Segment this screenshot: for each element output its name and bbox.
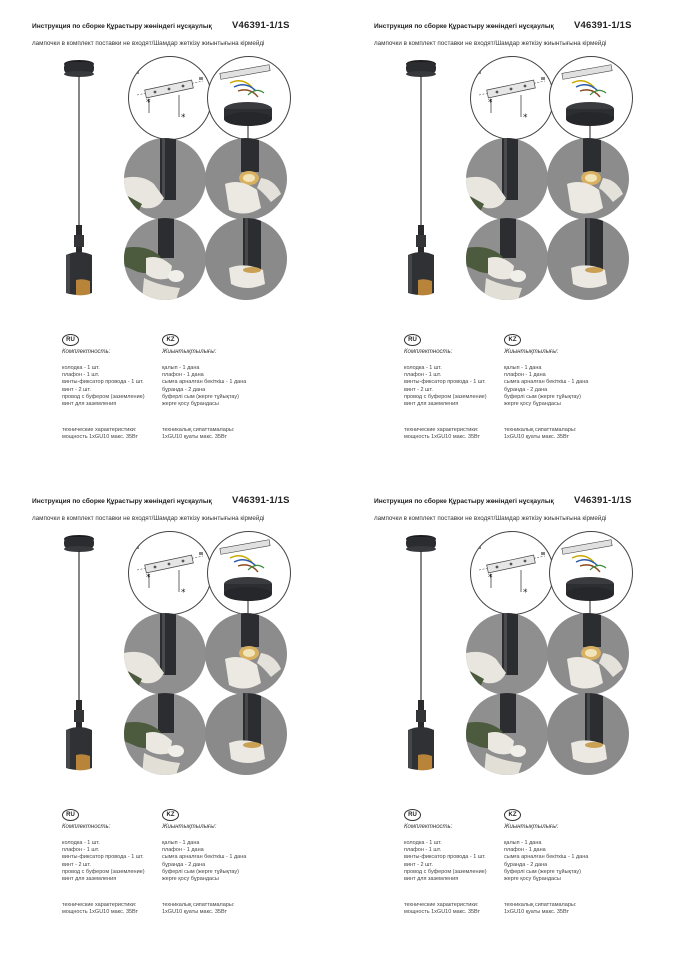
contents-item: плафон - 1 дана: [504, 372, 546, 379]
svg-text:*: *: [146, 98, 151, 108]
bulbs-not-included-note: лампочки в комплект поставки не входят/Шамдар жеткізу жиынтығына кірмейді: [32, 40, 265, 47]
ru-tech-value: мощность 1хGU10 макс. 35Вт: [404, 909, 481, 916]
contents-item: колодка - 1 шт.: [62, 840, 100, 846]
contents-item: плафон - 1 шт.: [404, 847, 442, 854]
ru-tech-specs: [62, 427, 138, 441]
model-code: V46391-1/1S: [574, 495, 632, 506]
kz-tech-heading: техникалық сипаттамалары:: [162, 427, 235, 433]
kz-tech-value: 1хGU10 қуаты макс. 35Вт: [504, 434, 569, 441]
ru-tech-value: мощность 1хGU10 макс. 35Вт: [62, 909, 139, 916]
contents-item: бұранда - 2 дана: [504, 861, 548, 868]
ru-contents-list: [62, 840, 145, 883]
contents-item: винты-фиксатор провода - 1 шт.: [404, 379, 486, 386]
contents-item: қалып - 1 дана: [504, 365, 542, 371]
sheet-title: Инструкция по сборке Құрастыру жөніндегі нұсқаулық: [32, 498, 212, 505]
ru-tech-value: мощность 1хGU10 макс. 35Вт: [404, 434, 481, 441]
contents-item: винт - 2 шт.: [404, 386, 433, 393]
ru-contents-heading: Комплектность:: [62, 349, 111, 355]
wiring-diagram: [549, 56, 633, 140]
model-code: V46391-1/1S: [232, 20, 290, 31]
kz-tech-specs: [162, 902, 234, 916]
contents-item: буферлі сым (жерге тұйықтау): [504, 393, 581, 400]
contents-item: винт - 2 шт.: [62, 386, 91, 393]
kz-tech-value: 1хGU10 қуаты макс. 35Вт: [504, 909, 569, 916]
pendant-lamp-image: [52, 525, 112, 785]
kz-tech-heading: техникалық сипаттамалары:: [504, 427, 577, 433]
kz-language-badge: KZ: [162, 334, 179, 346]
ru-contents-heading: Комплектность:: [62, 824, 111, 830]
ru-language-badge: RU: [404, 809, 421, 821]
mounting-bracket-diagram: [470, 56, 554, 140]
contents-item: сымға арналған бекіткіш - 1 дана: [162, 379, 247, 386]
ru-tech-heading: технические характеристики:: [62, 427, 137, 433]
contents-item: провод с буфером (заземление): [404, 868, 487, 875]
ru-tech-heading: технические характеристики:: [404, 427, 479, 433]
svg-text:*: *: [181, 588, 186, 598]
assembly-photo-step-2: [547, 613, 629, 695]
kz-language-badge: KZ: [162, 809, 179, 821]
contents-item: винт - 2 шт.: [62, 861, 91, 868]
kz-contents-list: [504, 840, 588, 883]
assembly-photo-step-2: [547, 138, 629, 220]
contents-item: бұранда - 2 дана: [162, 386, 206, 393]
contents-item: винты-фиксатор провода - 1 шт.: [404, 854, 486, 861]
svg-text:*: *: [523, 113, 528, 123]
kz-contents-heading: Жиынтықтылығы:: [162, 349, 217, 355]
sheet-title: Инструкция по сборке Құрастыру жөніндегі нұсқаулық: [32, 23, 212, 30]
ru-tech-specs: [404, 427, 480, 441]
contents-item: қалып - 1 дана: [162, 840, 200, 846]
svg-text:*: *: [488, 98, 493, 108]
sheet-title: Инструкция по сборке Құрастыру жөніндегі нұсқаулық: [374, 498, 554, 505]
svg-text:*: *: [146, 573, 151, 583]
instruction-sheet-2: [342, 0, 684, 485]
contents-item: колодка - 1 шт.: [62, 365, 100, 371]
kz-tech-value: 1хGU10 қуаты макс. 35Вт: [162, 909, 227, 916]
pendant-lamp-image: [394, 50, 454, 310]
kz-tech-heading: техникалық сипаттамалары:: [504, 902, 577, 908]
instruction-sheet-3: [0, 475, 342, 960]
assembly-photo-step-3: [466, 693, 548, 775]
contents-item: бұранда - 2 дана: [504, 386, 548, 393]
instruction-sheet-4: [342, 475, 684, 960]
contents-item: буферлі сым (жерге тұйықтау): [162, 868, 239, 875]
contents-item: қалып - 1 дана: [504, 840, 542, 846]
contents-item: винт для заземления: [404, 875, 459, 882]
ru-tech-heading: технические характеристики:: [404, 902, 479, 908]
mounting-bracket-diagram: [128, 56, 212, 140]
ru-tech-value: мощность 1хGU10 макс. 35Вт: [62, 434, 139, 441]
kz-contents-list: [162, 365, 246, 408]
contents-item: винт для заземления: [62, 400, 117, 407]
assembly-photo-step-1: [124, 138, 206, 220]
contents-item: буферлі сым (жерге тұйықтау): [504, 868, 581, 875]
contents-item: плафон - 1 шт.: [62, 372, 100, 379]
contents-item: жерге қосу бұрандасы: [162, 875, 219, 882]
contents-item: бұранда - 2 дана: [162, 861, 206, 868]
kz-language-badge: KZ: [504, 809, 521, 821]
bulbs-not-included-note: лампочки в комплект поставки не входят/Шамдар жеткізу жиынтығына кірмейді: [374, 515, 607, 522]
contents-item: плафон - 1 шт.: [62, 847, 100, 854]
svg-text:*: *: [488, 573, 493, 583]
contents-item: винт для заземления: [62, 875, 117, 882]
mounting-bracket-diagram: [128, 531, 212, 615]
assembly-photo-step-4: [205, 693, 287, 775]
kz-contents-heading: Жиынтықтылығы:: [504, 824, 559, 830]
contents-item: жерге қосу бұрандасы: [504, 875, 561, 882]
bulbs-not-included-note: лампочки в комплект поставки не входят/Шамдар жеткізу жиынтығына кірмейді: [32, 515, 265, 522]
ru-tech-specs: [62, 902, 138, 916]
wiring-diagram: [549, 531, 633, 615]
contents-item: колодка - 1 шт.: [404, 365, 442, 371]
assembly-photo-step-4: [205, 218, 287, 300]
assembly-photo-step-3: [466, 218, 548, 300]
assembly-photo-step-2: [205, 138, 287, 220]
ru-language-badge: RU: [404, 334, 421, 346]
contents-item: буферлі сым (жерге тұйықтау): [162, 393, 239, 400]
instruction-sheet-1: [0, 0, 342, 485]
contents-item: провод с буфером (заземление): [62, 393, 145, 400]
contents-item: плафон - 1 дана: [504, 847, 546, 854]
contents-item: винты-фиксатор провода - 1 шт.: [62, 854, 144, 861]
contents-item: винт - 2 шт.: [404, 861, 433, 868]
ru-tech-heading: технические характеристики:: [62, 902, 137, 908]
kz-contents-heading: Жиынтықтылығы:: [504, 349, 559, 355]
pendant-lamp-image: [394, 525, 454, 785]
kz-contents-list: [162, 840, 246, 883]
bulbs-not-included-note: лампочки в комплект поставки не входят/Шамдар жеткізу жиынтығына кірмейді: [374, 40, 607, 47]
assembly-photo-step-1: [124, 613, 206, 695]
kz-contents-heading: Жиынтықтылығы:: [162, 824, 217, 830]
model-code: V46391-1/1S: [232, 495, 290, 506]
sheet-title: Инструкция по сборке Құрастыру жөніндегі нұсқаулық: [374, 23, 554, 30]
contents-item: жерге қосу бұрандасы: [504, 400, 561, 407]
contents-item: колодка - 1 шт.: [404, 840, 442, 846]
kz-tech-specs: [162, 427, 234, 441]
ru-tech-specs: [404, 902, 480, 916]
assembly-photo-step-4: [547, 693, 629, 775]
contents-item: плафон - 1 шт.: [404, 372, 442, 379]
contents-item: жерге қосу бұрандасы: [162, 400, 219, 407]
kz-tech-heading: техникалық сипаттамалары:: [162, 902, 235, 908]
contents-item: қалып - 1 дана: [162, 365, 200, 371]
pendant-lamp-image: [52, 50, 112, 310]
ru-contents-heading: Комплектность:: [404, 349, 453, 355]
contents-item: винт для заземления: [404, 400, 459, 407]
contents-item: плафон - 1 дана: [162, 372, 204, 379]
wiring-diagram: [207, 531, 291, 615]
kz-language-badge: KZ: [504, 334, 521, 346]
assembly-photo-step-1: [466, 613, 548, 695]
contents-item: сымға арналған бекіткіш - 1 дана: [504, 854, 589, 861]
ru-contents-list: [404, 840, 487, 883]
wiring-diagram: [207, 56, 291, 140]
assembly-photo-step-1: [466, 138, 548, 220]
assembly-photo-step-3: [124, 218, 206, 300]
contents-item: провод с буфером (заземление): [62, 868, 145, 875]
ru-contents-list: [404, 365, 487, 408]
ru-language-badge: RU: [62, 334, 79, 346]
svg-text:*: *: [523, 588, 528, 598]
contents-item: провод с буфером (заземление): [404, 393, 487, 400]
assembly-photo-step-2: [205, 613, 287, 695]
model-code: V46391-1/1S: [574, 20, 632, 31]
assembly-photo-step-4: [547, 218, 629, 300]
kz-tech-specs: [504, 902, 576, 916]
contents-item: винты-фиксатор провода - 1 шт.: [62, 379, 144, 386]
contents-item: сымға арналған бекіткіш - 1 дана: [504, 379, 589, 386]
ru-language-badge: RU: [62, 809, 79, 821]
ru-contents-list: [62, 365, 145, 408]
contents-item: плафон - 1 дана: [162, 847, 204, 854]
kz-contents-list: [504, 365, 588, 408]
kz-tech-value: 1хGU10 қуаты макс. 35Вт: [162, 434, 227, 441]
ru-contents-heading: Комплектность:: [404, 824, 453, 830]
assembly-photo-step-3: [124, 693, 206, 775]
mounting-bracket-diagram: [470, 531, 554, 615]
contents-item: сымға арналған бекіткіш - 1 дана: [162, 854, 247, 861]
svg-text:*: *: [181, 113, 186, 123]
kz-tech-specs: [504, 427, 576, 441]
